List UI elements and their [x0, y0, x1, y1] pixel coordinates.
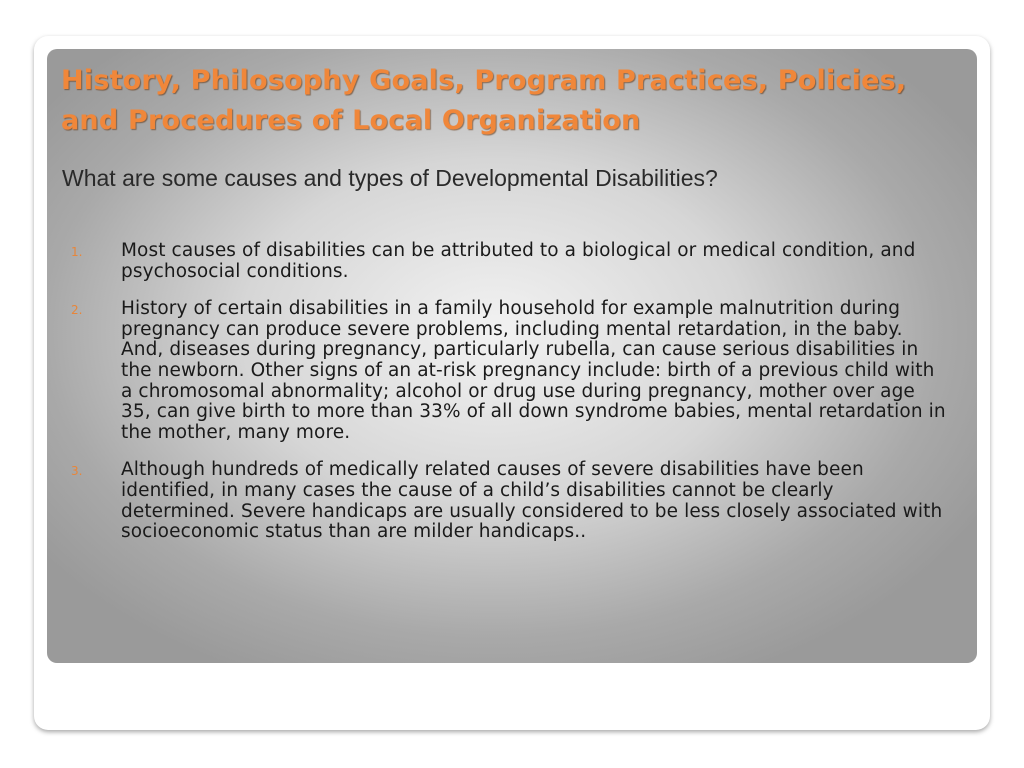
list-item-text: Most causes of disabilities can be attributed to a biological or medical condition, and psychosocial conditions. — [121, 240, 916, 282]
list-item-1 — [69, 241, 949, 282]
slide-title: History, Philosophy Goals, Program Practices, Policies, and Procedures of Local Organization — [61, 65, 907, 136]
list-item-text: History of certain disabilities in a family household for example malnutrition during pregnancy can produce severe problems, including mental retardation, in the baby. And, diseases during pregnancy, particularly rubella, can cause serious disabilities in the newborn. Other signs of an at-risk pregnancy include: birth of a previous child with a chromosomal abnormality; alcohol or drug use during pregnancy, mother over age 35, can give birth to more than 33% of all down syndrome babies, mental retardation in the mother, many more. — [121, 298, 946, 443]
list-item-number: 3. — [71, 464, 83, 479]
list-item-2 — [69, 299, 949, 443]
numbered-list — [69, 241, 949, 560]
slide-content-panel — [47, 49, 977, 663]
list-item-3 — [69, 460, 949, 542]
list-item-number: 1. — [71, 245, 83, 259]
list-item-text: Although hundreds of medically related causes of severe disabilities have been identified, in many cases the cause of a child’s disabilities cannot be clearly determined. Severe handicaps are usually considered to be less closely associated with socioeconomic status than are milder handicaps.. — [121, 459, 943, 543]
slide-subtitle: What are some causes and types of Developmental Disabilities? — [62, 165, 718, 191]
list-item-number: 2. — [71, 303, 83, 318]
slide-frame — [34, 36, 990, 730]
